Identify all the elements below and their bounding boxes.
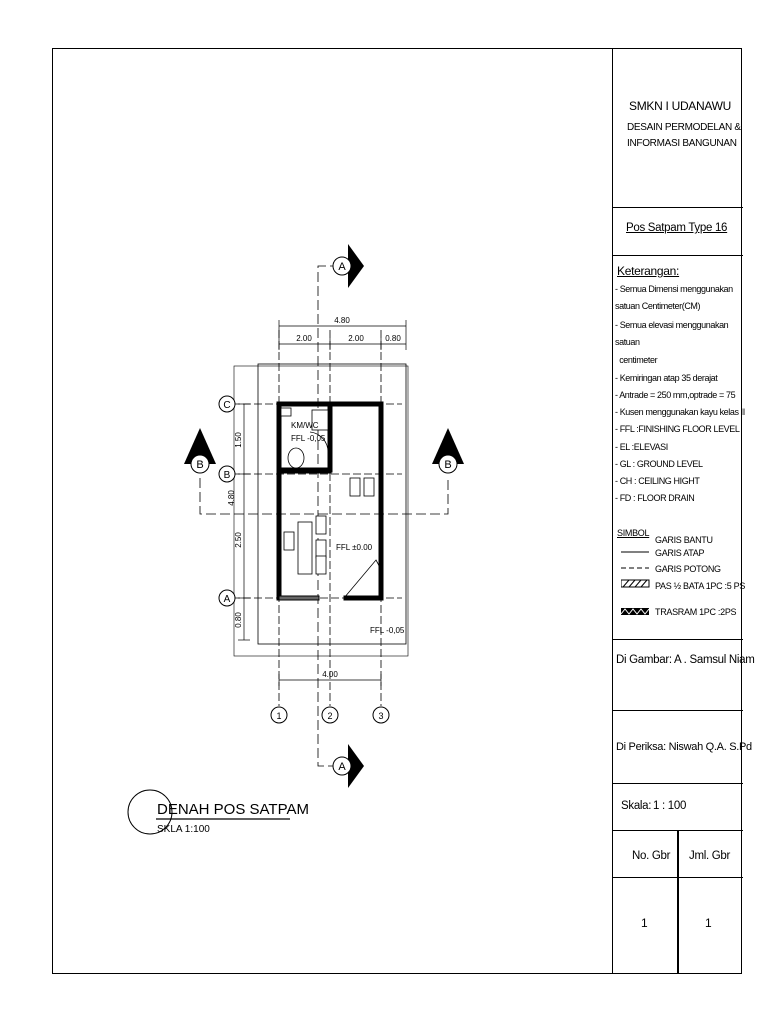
note-line: - GL : GROUND LEVEL [615,459,703,469]
checked-by-cell [613,711,752,784]
drawn-by: Di Gambar: A . Samsul Niam [616,654,755,666]
chair-2 [364,478,374,496]
simbol-heading: SIMBOL [617,528,650,538]
note-line: - Semua elevasi menggunakan [615,320,729,330]
title-block [612,48,755,974]
wall-left [277,402,281,600]
jml-gbr-value: 1 [705,916,712,930]
legend-trasram-sample [621,607,651,617]
section-label-b-left: B [196,459,204,471]
dim-top-2: 2.00 [348,334,364,343]
wall-wc-right [328,404,332,472]
wall-bottom-right [344,596,381,600]
checked-by: Di Periksa: Niswah Q.A. S.Pd [616,741,752,753]
dept-line-2: INFORMASI BANGUNAN [627,138,737,149]
note-line: - CH : CEILING HIGHT [615,476,700,486]
scale-cell [613,784,743,831]
ffl-outside: FFL -0,05 [370,626,405,635]
grid-label-2: 2 [327,711,333,721]
project-cell [613,208,743,256]
section-label-a-top: A [338,261,346,273]
note-line: satuan [615,337,640,347]
grid-label-1: 1 [276,711,282,721]
grid-label-3: 3 [378,711,384,721]
legend-garis-bantu: GARIS BANTU [655,535,713,545]
chair-6 [316,556,326,574]
note-line: - Kemiringan atap 35 derajat [615,373,718,383]
section-line-b [200,478,448,514]
note-line: - Semua Dimensi menggunakan [615,284,733,294]
section-label-a-bottom: A [338,761,346,773]
project-title: Pos Satpam Type 16 [626,222,728,234]
legend-pas-bata: PAS ½ BATA 1PC :5 PS [655,581,746,591]
note-line: - FFL :FINISHING FLOOR LEVEL [615,424,740,434]
plan-scale: SKLA 1:100 [157,824,210,835]
grid-label-c: C [223,400,231,411]
note-line: centimeter [615,355,658,365]
dim-left-total: 4.80 [227,490,236,506]
legend-garis-atap: GARIS ATAP [655,548,705,558]
ffl-main: FFL ±0.00 [336,543,373,552]
ffl-wc: FFL -0,05 [291,434,326,443]
scale-value: 1 : 100 [653,800,687,812]
wall-wc-bottom [279,468,331,473]
chair-3 [284,532,294,550]
toilet [288,448,304,468]
drawn-by-cell [613,640,755,711]
note-line: satuan Centimeter(CM) [615,301,701,311]
notes-heading: Keterangan: [617,264,680,278]
no-gbr-value: 1 [641,916,648,930]
legend-garis-potong: GARIS POTONG [655,564,721,574]
wall-bottom-left [279,596,319,600]
notes-cell [613,256,746,640]
school-name: SMKN I UDANAWU [629,99,732,113]
wc-tank [281,408,291,416]
section-label-b-right: B [444,459,452,471]
room-label-kmwc: KM/WC [291,421,319,430]
note-line: - FD : FLOOR DRAIN [615,493,695,503]
note-line: - Kusen menggunakan kayu kelas II [615,407,745,417]
note-line: - Antrade = 250 mm,optrade = 75 [615,390,736,400]
grid-label-b: B [223,470,231,481]
sheet-number-header [613,831,743,878]
dim-top-1: 2.00 [296,334,312,343]
plan-title: DENAH POS SATPAM [157,801,309,818]
desk [298,522,312,574]
dim-left-2: 2.50 [234,532,243,548]
door-swing [344,560,383,598]
scale-label: Skala: [621,800,652,812]
no-gbr-label: No. Gbr [632,850,671,862]
sheet-number-values [613,878,743,974]
dim-bottom: 4.00 [322,670,338,679]
chair-5 [316,540,326,558]
dim-left-1: 1.50 [234,432,243,448]
legend-line-samples [621,548,651,598]
dept-line-1: DESAIN PERMODELAN & [627,122,741,133]
dim-top-3: 0.80 [385,334,401,343]
chair-1 [350,478,360,496]
jml-gbr-label: Jml. Gbr [689,850,731,862]
grid-label-a: A [223,594,231,605]
chair-4 [316,516,326,534]
legend-trasram: TRASRAM 1PC :2PS [655,607,737,617]
school-cell [613,48,743,208]
dim-top-total: 4.80 [334,316,350,325]
note-line: - EL :ELEVASI [615,442,668,452]
dim-left-3: 0.80 [234,612,243,628]
